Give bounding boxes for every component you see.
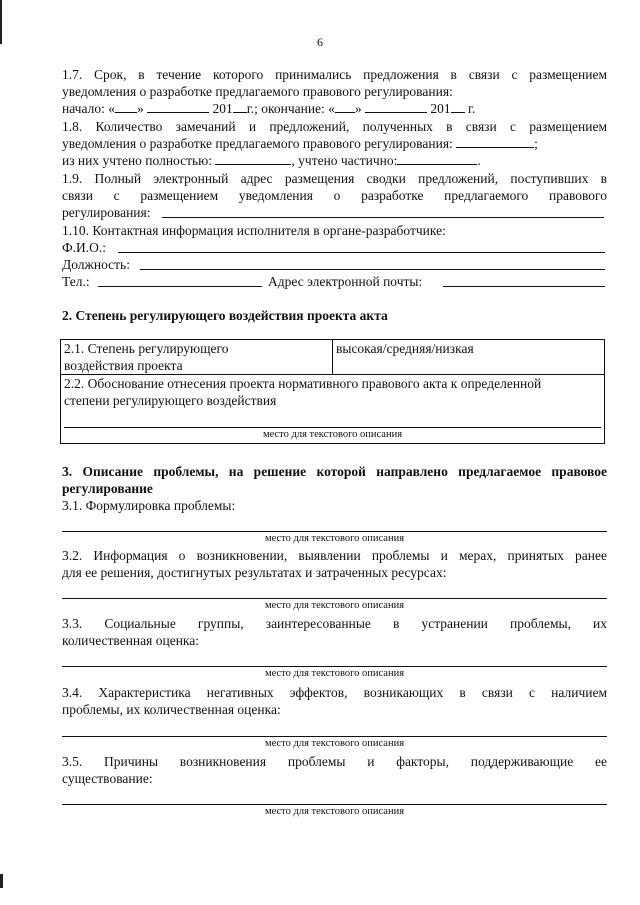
year-suffix: г. — [468, 101, 476, 116]
s19-line1: 1.9. Полный электронный адрес размещения сводки предложений, поступивших в — [62, 171, 607, 186]
fio-label: Ф.И.О.: — [62, 240, 107, 255]
start-year-field[interactable] — [233, 100, 247, 113]
full-label: из них учтено полностью: — [62, 153, 213, 168]
end-label: ; окончание: « — [254, 101, 335, 116]
s31-input-line[interactable] — [62, 531, 607, 532]
s18-line1: 1.8. Количество замечаний и предложений, полученных в связи с размещением — [62, 119, 607, 134]
page-number: 6 — [317, 35, 323, 49]
text-placeholder-caption: место для текстового описания — [264, 668, 405, 679]
s32-line1: 3.2. Информация о возникновении, выявлении проблемы и мерах, принятых ранее — [62, 548, 607, 563]
text-placeholder-caption: место для текстового описания — [264, 806, 405, 817]
quote-close: » — [136, 101, 144, 116]
table-row — [61, 375, 605, 444]
text-placeholder-caption: место для текстового описания — [264, 738, 405, 749]
s31-label: 3.1. Формулировка проблемы: — [62, 498, 236, 513]
s34-input-line[interactable] — [62, 736, 607, 737]
end-day-field[interactable] — [335, 100, 355, 113]
start-month-field[interactable] — [147, 100, 209, 113]
text-placeholder-caption: место для текстового описания — [264, 533, 405, 544]
s34-line2: проблемы, их количественная оценка: — [62, 702, 281, 717]
fio-field[interactable] — [118, 252, 605, 253]
s18-line2 — [62, 135, 538, 152]
email-label: Адрес электронной почты: — [268, 274, 423, 289]
partially-accounted-field[interactable] — [397, 152, 477, 165]
impact-table — [60, 339, 605, 444]
s17-dates-line — [62, 100, 475, 117]
impact-degree-label-2: воздействия проекта — [64, 358, 183, 373]
year-prefix: 201 — [212, 101, 233, 116]
s32-input-line[interactable] — [62, 598, 607, 599]
s34-line1: 3.4. Характеристика негативных эффектов, возникающих в связи с наличием — [62, 685, 607, 700]
fully-accounted-field[interactable] — [215, 152, 291, 165]
end-year-field[interactable] — [451, 100, 465, 113]
s110-line1: 1.10. Контактная информация исполнителя в органе-разработчике: — [62, 223, 446, 238]
partial-label: , учтено частично: — [291, 153, 398, 168]
s17-line2: уведомления о разработке предлагаемого правового регулирования: — [62, 84, 453, 99]
s33-line2: количественная оценка: — [62, 633, 200, 648]
impact-degree-value: высокая/средняя/низкая — [336, 341, 474, 356]
year-prefix: 201 — [430, 101, 451, 116]
address-field[interactable] — [162, 217, 604, 218]
year-suffix: г. — [246, 101, 255, 116]
justification-line2: степени регулирующего воздействия — [64, 393, 277, 408]
s19-line2: связи с размещением уведомления о разработке предлагаемого правового — [62, 188, 607, 203]
semicolon: ; — [534, 136, 538, 151]
impact-degree-label-1: 2.1. Степень регулирующего — [64, 341, 229, 356]
phone-field[interactable] — [98, 286, 262, 287]
s33-line1: 3.3. Социальные группы, заинтересованные в устранении проблемы, их — [62, 616, 607, 631]
s32-line2: для ее решения, достигнутых результатах и затраченных ресурсах: — [62, 565, 447, 580]
quote-close: » — [354, 101, 362, 116]
s17-line1: 1.7. Срок, в течение которого принимались предложения в связи с размещением — [62, 67, 607, 82]
s18-line2-text: уведомления о разработке предлагаемого правового регулирования: — [62, 136, 453, 151]
s35-input-line[interactable] — [62, 804, 607, 805]
period: . — [477, 153, 481, 168]
position-label: Должность: — [62, 257, 130, 272]
impact-degree-value-cell[interactable] — [333, 340, 605, 375]
justification-input-line — [64, 427, 601, 428]
s19-line3: регулирования: — [62, 205, 151, 220]
section2-heading: 2. Степень регулирующего воздействия проекта акта — [62, 308, 388, 323]
justification-line1: 2.2. Обоснование отнесения проекта нормативного правового акта к определенной — [64, 376, 542, 391]
start-label: начало: « — [62, 101, 115, 116]
s35-line2: существование: — [62, 771, 153, 786]
scan-edge-mark — [0, 874, 3, 888]
end-month-field[interactable] — [365, 100, 427, 113]
start-day-field[interactable] — [115, 100, 137, 113]
text-placeholder-caption: место для текстового описания — [262, 429, 403, 440]
section3-heading-line2: регулирование — [62, 481, 153, 496]
table-row — [61, 340, 605, 375]
position-field[interactable] — [140, 269, 605, 270]
impact-degree-label-cell — [61, 340, 333, 375]
justification-cell[interactable] — [61, 375, 605, 444]
email-field[interactable] — [443, 286, 605, 287]
s35-line1: 3.5. Причины возникновения проблемы и факторы, поддерживающие ее — [62, 754, 607, 769]
phone-label: Тел.: — [62, 274, 90, 289]
s18-line3 — [62, 152, 481, 169]
remarks-count-field[interactable] — [456, 135, 534, 148]
section3-heading-line1: 3. Описание проблемы, на решение которой направлено предлагаемое правовое — [62, 464, 607, 479]
text-placeholder-caption: место для текстового описания — [264, 600, 405, 611]
s33-input-line[interactable] — [62, 666, 607, 667]
